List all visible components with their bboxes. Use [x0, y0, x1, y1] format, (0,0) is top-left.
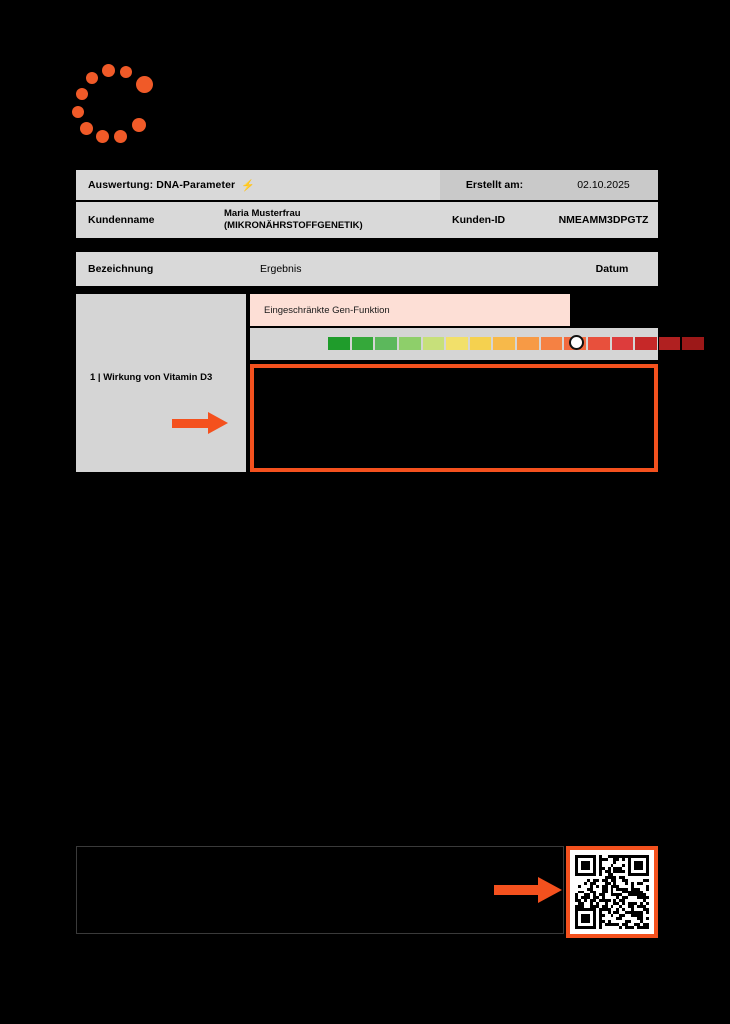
scale-segment: [328, 337, 350, 350]
brand-logo: [72, 64, 158, 144]
customer-id-value: NMEAMM3DPGTZ: [549, 202, 658, 238]
scale-segment: [541, 337, 563, 350]
customer-name-line1: Maria Musterfrau: [224, 208, 301, 219]
table-column-header: [76, 252, 658, 286]
footer-panel: [76, 846, 564, 934]
parameter-label: 1 | Wirkung von Vitamin D3: [90, 372, 213, 383]
result-detail-highlight: [250, 364, 658, 472]
table-row: [76, 294, 658, 472]
logo-dot: [132, 118, 146, 132]
footer-block: [76, 846, 658, 934]
logo-dot: [102, 64, 115, 77]
logo-dot: [96, 130, 109, 143]
report-header: [76, 170, 658, 238]
logo-dot: [80, 122, 93, 135]
scale-segment: [517, 337, 539, 350]
scale-segment: [682, 337, 704, 350]
scale-gradient: [328, 337, 704, 350]
qr-module: [646, 926, 649, 929]
status-badge: Eingeschränkte Gen-Funktion: [250, 294, 570, 326]
right-arrow-icon: [494, 877, 564, 903]
customer-id-label: Kunden-ID: [440, 202, 549, 238]
right-arrow-icon: [172, 412, 228, 434]
header-row-customer: [76, 202, 658, 238]
result-scale: [250, 328, 658, 360]
scale-segment: [659, 337, 681, 350]
scale-segment: [493, 337, 515, 350]
column-designation: Bezeichnung: [76, 252, 248, 286]
column-result: Ergebnis: [248, 252, 566, 286]
scale-segment: [588, 337, 610, 350]
scale-segment: [470, 337, 492, 350]
parameter-cell: [76, 294, 246, 472]
scale-segment: [612, 337, 634, 350]
scale-segment: [399, 337, 421, 350]
header-row-title: [76, 170, 658, 200]
scale-segment: [635, 337, 657, 350]
customer-name-label: Kundenname: [76, 202, 212, 238]
report-title-text: Auswertung: DNA-Parameter: [88, 179, 236, 191]
logo-dot: [120, 66, 132, 78]
scale-segment: [375, 337, 397, 350]
logo-dot: [72, 106, 84, 118]
scale-segment: [446, 337, 468, 350]
column-date: Datum: [566, 252, 658, 286]
logo-dot: [86, 72, 98, 84]
logo-dot: [136, 76, 153, 93]
report-title: [76, 170, 440, 200]
status-date-cell: [570, 294, 658, 326]
logo-dot: [76, 88, 88, 100]
scale-segment: [423, 337, 445, 350]
customer-name-line2: (MIKRONÄHRSTOFFGENETIK): [224, 219, 363, 231]
scale-segment: [352, 337, 374, 350]
customer-name-value: [212, 202, 440, 238]
logo-dot: [114, 130, 127, 143]
qr-code[interactable]: [566, 846, 658, 938]
created-label: Erstellt am:: [440, 170, 549, 200]
lightning-icon: ⚡: [241, 179, 255, 192]
created-value: 02.10.2025: [549, 170, 658, 200]
